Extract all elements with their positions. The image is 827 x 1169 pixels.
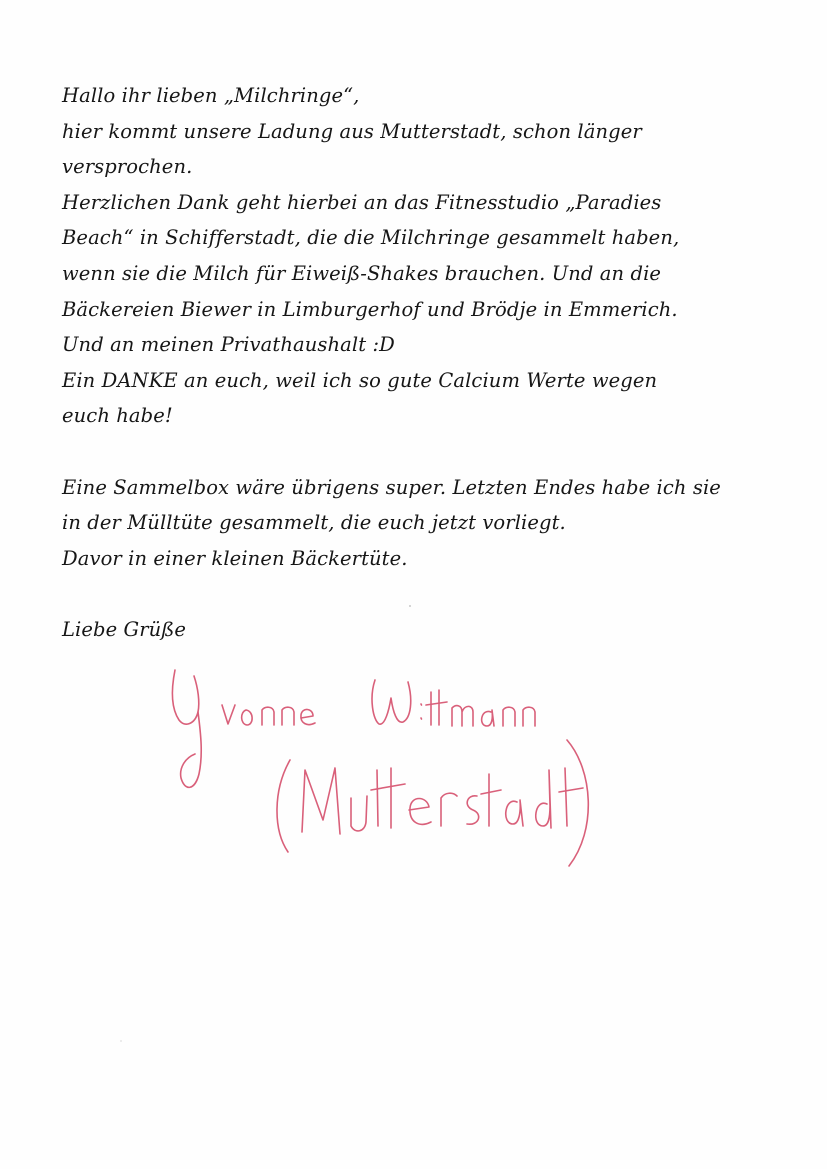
- signature-stroke: [371, 784, 405, 790]
- signature-stroke: [421, 704, 422, 705]
- signature-stroke: [503, 707, 515, 726]
- letter-line: versprochen.: [62, 155, 193, 179]
- signature-stroke: [426, 702, 447, 705]
- signature-stroke: [441, 793, 457, 826]
- paragraph-gap: [62, 576, 762, 612]
- paragraph-gap: [62, 434, 762, 470]
- paper-speck: [409, 605, 411, 607]
- signature-drawing: [165, 650, 615, 890]
- signature-stroke: [482, 710, 494, 726]
- signature-stroke: [222, 705, 235, 724]
- letter-line: wenn sie die Milch für Eiweiß-Shakes brauchen. Und an die: [62, 261, 662, 285]
- letter-line: Eine Sammelbox wäre übrigens super. Letzten Endes habe ich sie: [62, 475, 721, 499]
- signature-stroke: [421, 718, 422, 719]
- greeting-line: Hallo ihr lieben „Milchringe“,: [62, 84, 360, 107]
- letter-line: hier kommt unsere Ladung aus Mutterstadt, schon länger: [62, 119, 642, 143]
- signature-stroke: [506, 800, 523, 826]
- letter-line: Bäckereien Biewer in Limburgerhof und Brödje in Emmerich.: [62, 297, 678, 321]
- letter-line: Und an meinen Privathaushalt :D: [62, 333, 395, 357]
- signature-stroke: [481, 790, 501, 794]
- paper-speck: [120, 1040, 122, 1042]
- letter-line: Ein DANKE an euch, weil ich so gute Calcium Werte wegen: [62, 368, 658, 392]
- signature-stroke: [565, 768, 567, 826]
- signature-stroke: [282, 707, 294, 725]
- signature-stroke: [467, 796, 479, 824]
- closing-line: Liebe Grüße: [62, 617, 187, 641]
- signature-stroke: [567, 740, 588, 866]
- letter-body: [62, 78, 762, 648]
- handwritten-signature: [165, 650, 615, 890]
- letter-line: Beach“ in Schifferstadt, die die Milchringe gesammelt haben,: [62, 226, 680, 250]
- signature-stroke: [536, 770, 551, 828]
- signature-stroke: [262, 707, 274, 725]
- letter-line: in der Mülltüte gesammelt, die euch jetzt vorliegt.: [62, 511, 566, 535]
- signature-stroke: [277, 760, 290, 852]
- signature-stroke: [372, 680, 411, 724]
- signature-stroke: [409, 799, 431, 825]
- signature-stroke: [351, 796, 367, 831]
- signature-stroke: [452, 706, 473, 726]
- signature-stroke: [523, 707, 535, 726]
- letter-line: Davor in einer kleinen Bäckertüte.: [62, 546, 408, 570]
- letter-line: euch habe!: [62, 404, 173, 428]
- signature-stroke: [559, 788, 583, 792]
- letter-line: Herzlichen Dank geht hierbei an das Fitnesstudio „Paradies: [62, 190, 662, 214]
- signature-stroke: [242, 710, 253, 725]
- signature-stroke: [377, 770, 378, 826]
- signature-stroke: [302, 768, 340, 834]
- signature-stroke: [172, 670, 198, 724]
- signature-stroke: [301, 709, 315, 724]
